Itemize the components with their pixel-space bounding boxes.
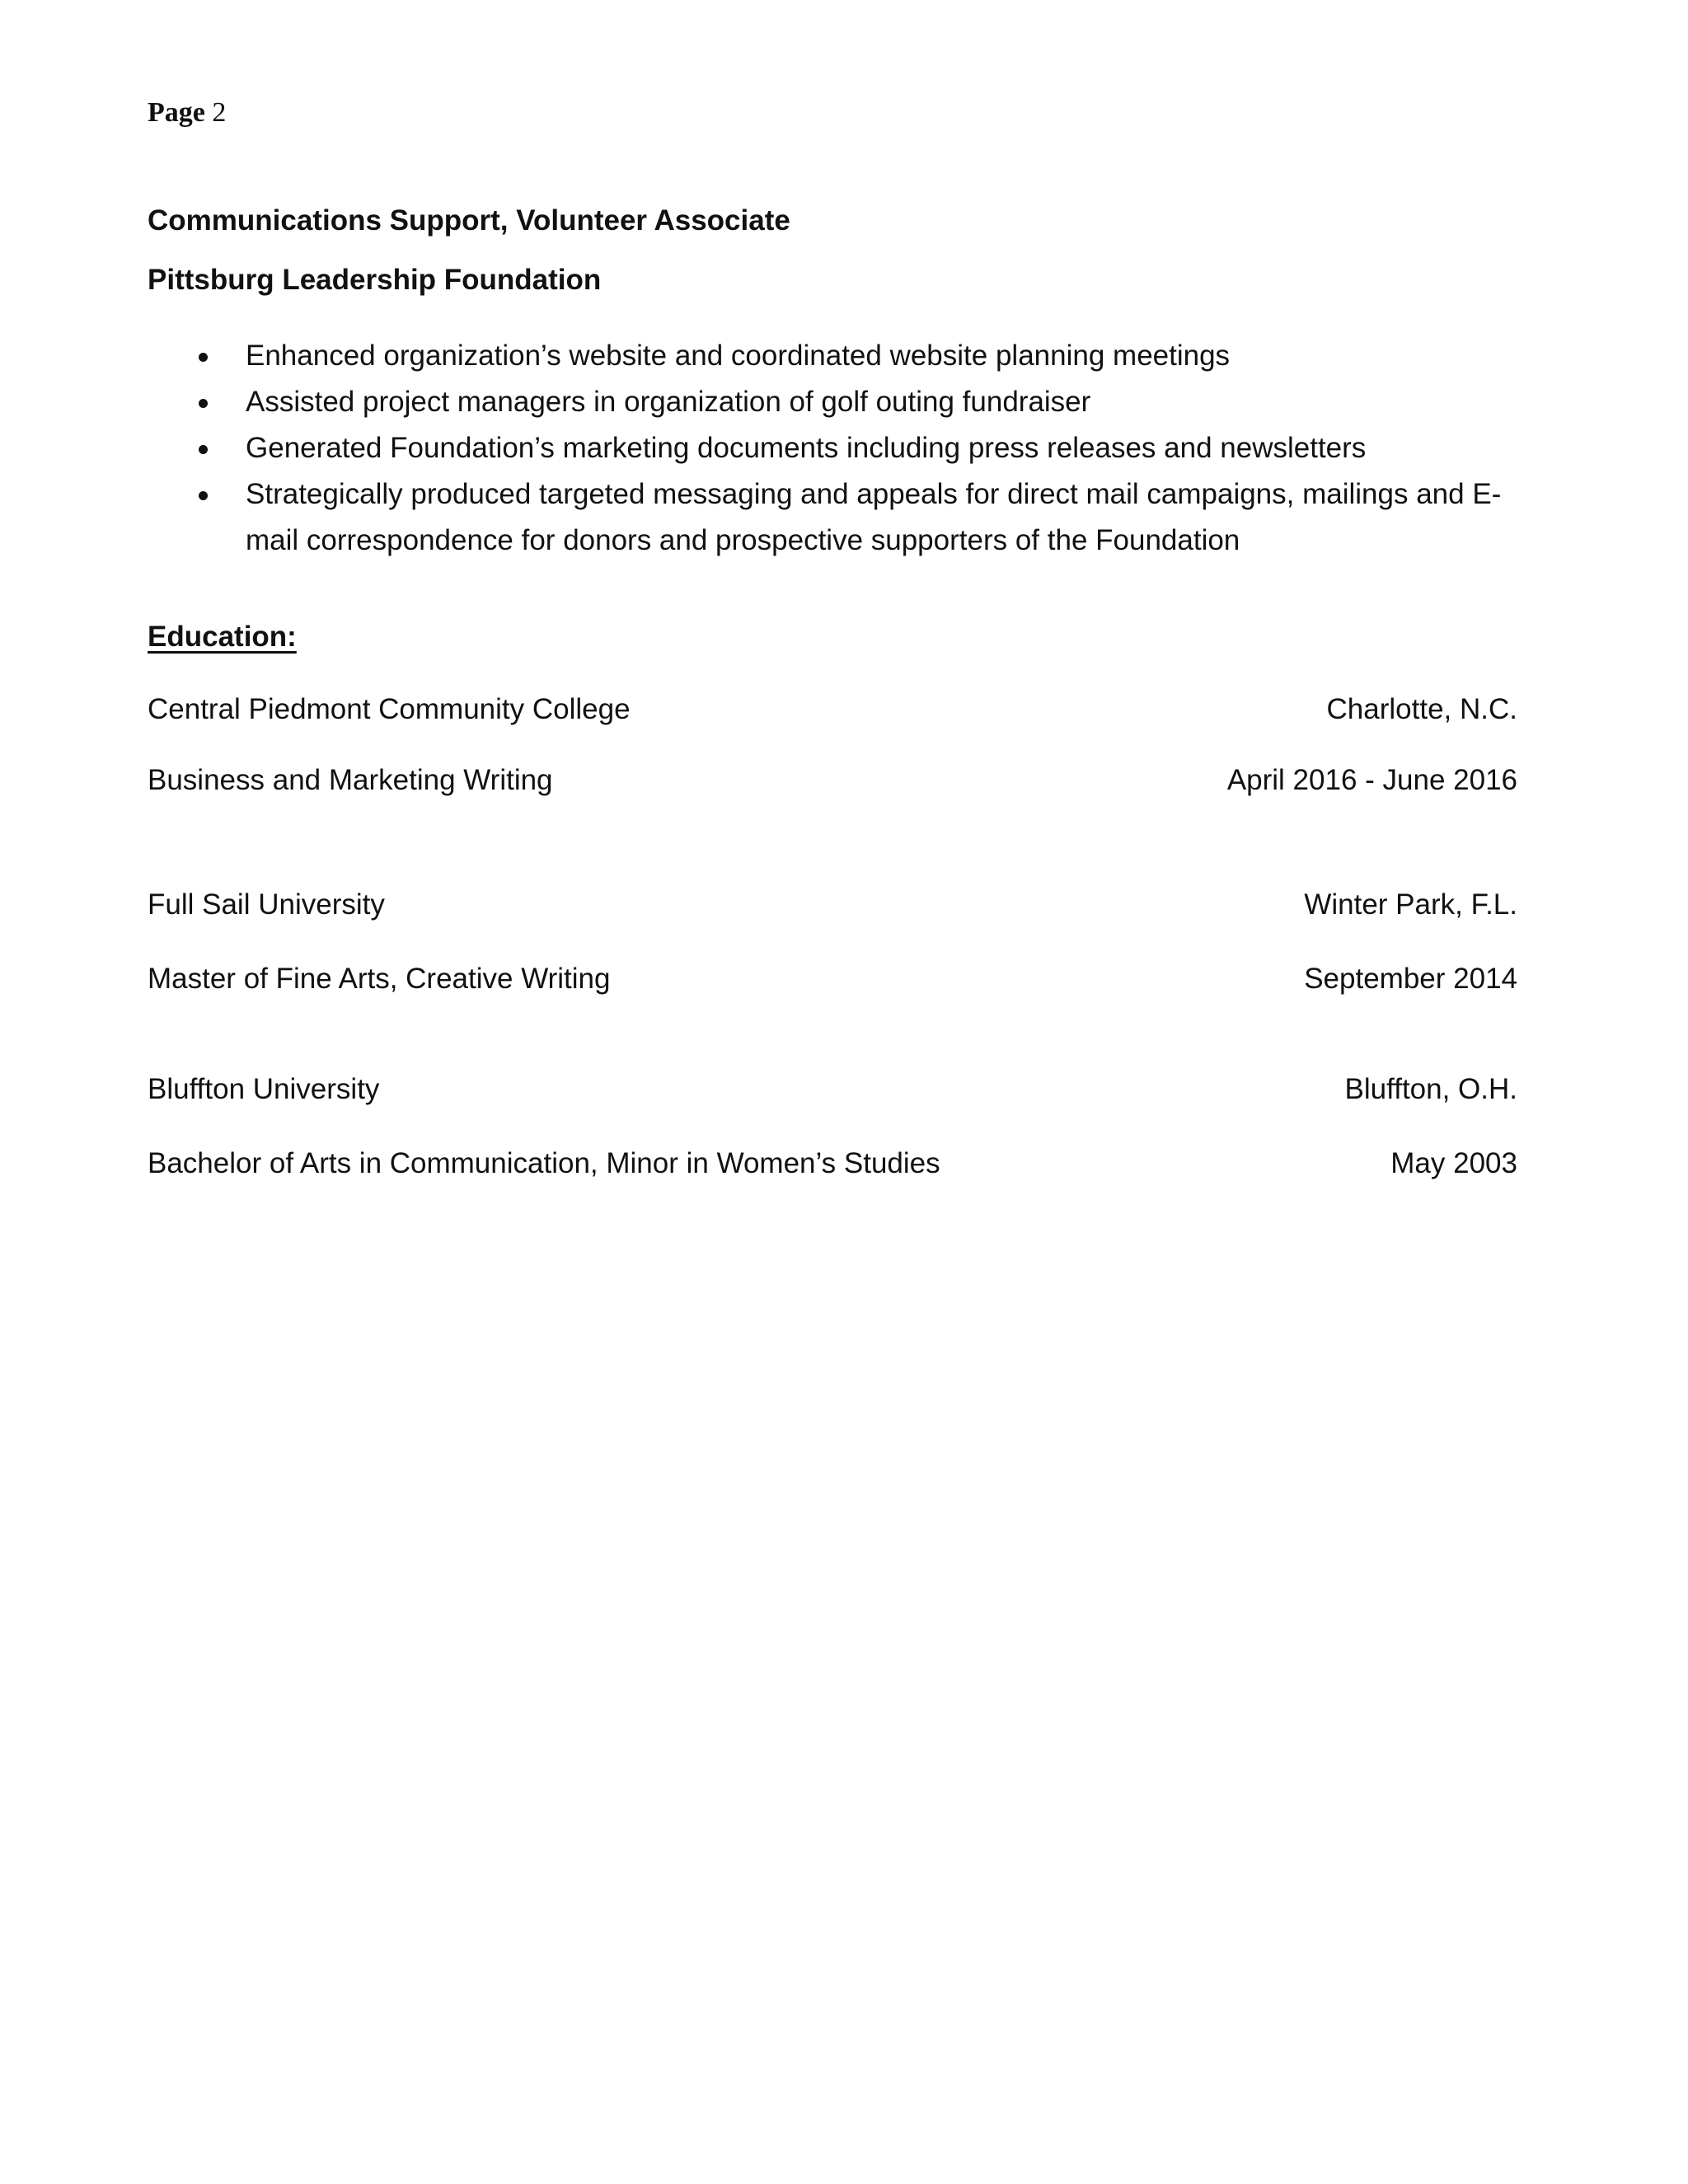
program-name: Business and Marketing Writing: [148, 764, 553, 796]
program-date: April 2016 - June 2016: [1226, 764, 1517, 796]
responsibility-text: Assisted project managers in organization of golf outing fundraiser: [246, 386, 1091, 418]
education-heading: Education:: [148, 621, 297, 653]
responsibility-text: Generated Foundation’s marketing documents including press releases and newsletters: [246, 432, 1367, 464]
responsibility-item: [148, 471, 1549, 564]
responsibility-text: Enhanced organization’s website and coordinated website planning meetings: [246, 340, 1231, 372]
organization-name: Pittsburg Leadership Foundation: [148, 264, 602, 296]
education-program-row: [148, 961, 1517, 997]
school-name: Central Piedmont Community College: [148, 693, 631, 725]
responsibility-item: [148, 379, 1549, 425]
school-location: Bluffton, O.H.: [1344, 1073, 1517, 1105]
bullet-icon: [199, 399, 208, 408]
program-name: Master of Fine Arts, Creative Writing: [148, 963, 611, 995]
bullet-icon: [199, 445, 208, 454]
education-school-row: [148, 691, 1517, 728]
school-name: Bluffton University: [148, 1073, 380, 1105]
program-date: September 2014: [1304, 963, 1517, 995]
bullet-icon: [199, 353, 208, 362]
education-program-row: [148, 1146, 1517, 1182]
school-name: Full Sail University: [148, 888, 385, 921]
responsibilities-list: [148, 333, 1549, 564]
school-location: Winter Park, F.L.: [1304, 888, 1517, 921]
education-school-row: [148, 887, 1517, 923]
responsibility-item: [148, 333, 1549, 379]
program-date: May 2003: [1390, 1147, 1517, 1179]
page-label-word: Page: [148, 97, 205, 128]
responsibility-text: Strategically produced targeted messaging and appeals for direct mail campaigns, mailings and E-mail correspondence for donors and prospective supporters of the Foundation: [246, 478, 1502, 556]
program-name: Bachelor of Arts in Communication, Minor in Women’s Studies: [148, 1147, 940, 1179]
responsibility-item: [148, 425, 1549, 471]
job-title: Communications Support, Volunteer Associate: [148, 204, 790, 237]
education-school-row: [148, 1071, 1517, 1108]
page-label-number: 2: [212, 97, 227, 128]
school-location: Charlotte, N.C.: [1326, 693, 1517, 725]
page-number-header: [148, 96, 226, 129]
education-program-row: [148, 762, 1517, 799]
bullet-icon: [199, 491, 208, 500]
